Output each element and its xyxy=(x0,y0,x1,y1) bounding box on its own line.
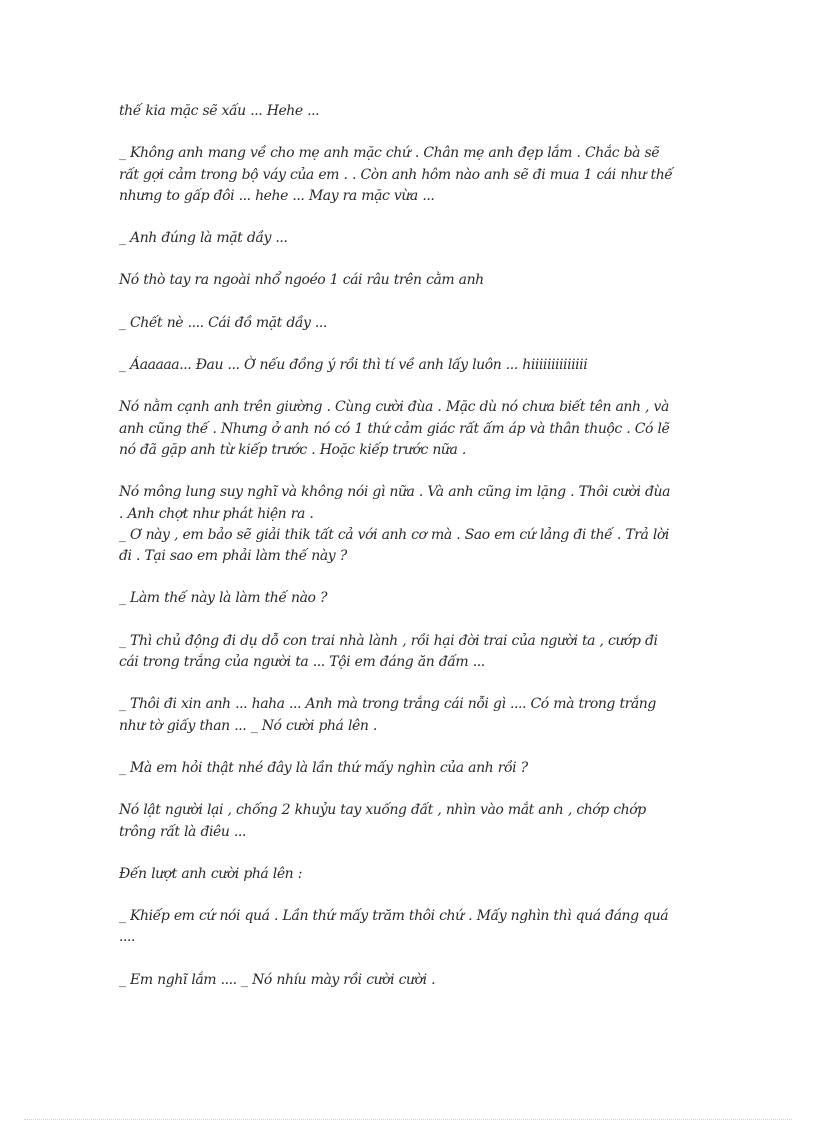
paragraph xyxy=(119,800,699,843)
text-line: _ Anh đúng là mặt dầy ... xyxy=(119,230,288,247)
document-body xyxy=(119,101,699,1012)
text-line: _ Em nghĩ lắm .... _ Nó nhíu mày rồi cười cười . xyxy=(119,971,436,988)
text-line: Đến lượt anh cười phá lên : xyxy=(119,865,302,882)
paragraph xyxy=(119,758,699,779)
text-line: nó đã gặp anh từ kiếp trước . Hoặc kiếp trước nữa . xyxy=(119,441,466,458)
text-line: cái trong trắng của người ta ... Tội em đáng ăn đấm ... xyxy=(119,654,485,671)
text-line: _ Không anh mang về cho mẹ anh mặc chứ . Chân mẹ anh đẹp lắm . Chắc bà sẽ xyxy=(119,145,660,162)
paragraph xyxy=(119,101,699,122)
text-line: nhưng to gấp đôi ... hehe ... May ra mặc vừa ... xyxy=(119,187,435,204)
text-line: _ Thì chủ động đi dụ dỗ con trai nhà lành , rồi hại đời trai của người ta , cướp đi xyxy=(119,632,658,649)
text-line: _ Chết nè .... Cái đồ mặt dầy ... xyxy=(119,314,327,331)
paragraph xyxy=(119,864,699,885)
text-line: rất gợi cảm trong bộ váy của em . . Còn anh hôm nào anh sẽ đi mua 1 cái như thế xyxy=(119,166,673,183)
paragraph xyxy=(119,228,699,249)
paragraph xyxy=(119,313,699,334)
text-line: trông rất là điêu ... xyxy=(119,823,246,840)
paragraph xyxy=(119,631,699,674)
paragraph xyxy=(119,906,699,949)
text-line: _ Áaaaaa... Đau ... Ờ nếu đồng ý rồi thì tí về anh lấy luôn ... hiiiiiiiiiiiiii xyxy=(119,357,588,374)
paragraph xyxy=(119,970,699,991)
paragraph xyxy=(119,143,699,207)
paragraph xyxy=(119,482,699,567)
text-line: _ Mà em hỏi thật nhé đây là lần thứ mấy nghìn của anh rồi ? xyxy=(119,759,528,776)
text-line: .... xyxy=(119,929,136,946)
text-line: thế kia mặc sẽ xấu ... Hehe ... xyxy=(119,103,320,119)
paragraph xyxy=(119,588,699,609)
text-line: Nó nằm cạnh anh trên giường . Cùng cười đùa . Mặc dù nó chưa biết tên anh , và xyxy=(119,399,669,416)
text-line: . Anh chợt như phát hiện ra . xyxy=(119,505,314,522)
text-line: _ Làm thế này là làm thế nào ? xyxy=(119,590,328,607)
text-line: đi . Tại sao em phải làm thế này ? xyxy=(119,548,347,565)
text-line: như tờ giấy than ... _ Nó cười phá lên . xyxy=(119,717,377,734)
page-bottom-divider xyxy=(24,1119,792,1120)
text-line: Nó thò tay ra ngoài nhổ ngoéo 1 cái râu trên cằm anh xyxy=(119,272,484,289)
text-line: _ Khiếp em cứ nói quá . Lần thứ mấy trăm thôi chứ . Mấy nghìn thì quá đáng quá xyxy=(119,908,669,925)
text-line: _ Ơ này , em bảo sẽ giải thik tất cả với anh cơ mà . Sao em cứ lảng đi thế . Trả lời xyxy=(119,526,669,543)
text-line: anh cũng thế . Nhưng ở anh nó có 1 thứ cảm giác rất ấm áp và thân thuộc . Có lẽ xyxy=(119,420,670,437)
text-line: _ Thôi đi xin anh ... haha ... Anh mà trong trắng cái nỗi gì .... Có mà trong trắng xyxy=(119,696,656,713)
text-line: Nó mông lung suy nghĩ và không nói gì nữa . Và anh cũng im lặng . Thôi cười đùa xyxy=(119,484,671,501)
paragraph xyxy=(119,270,699,291)
text-line: Nó lật người lại , chống 2 khuỷu tay xuống đất , nhìn vào mắt anh , chớp chớp xyxy=(119,802,646,819)
paragraph xyxy=(119,694,699,737)
paragraph xyxy=(119,397,699,461)
paragraph xyxy=(119,355,699,376)
